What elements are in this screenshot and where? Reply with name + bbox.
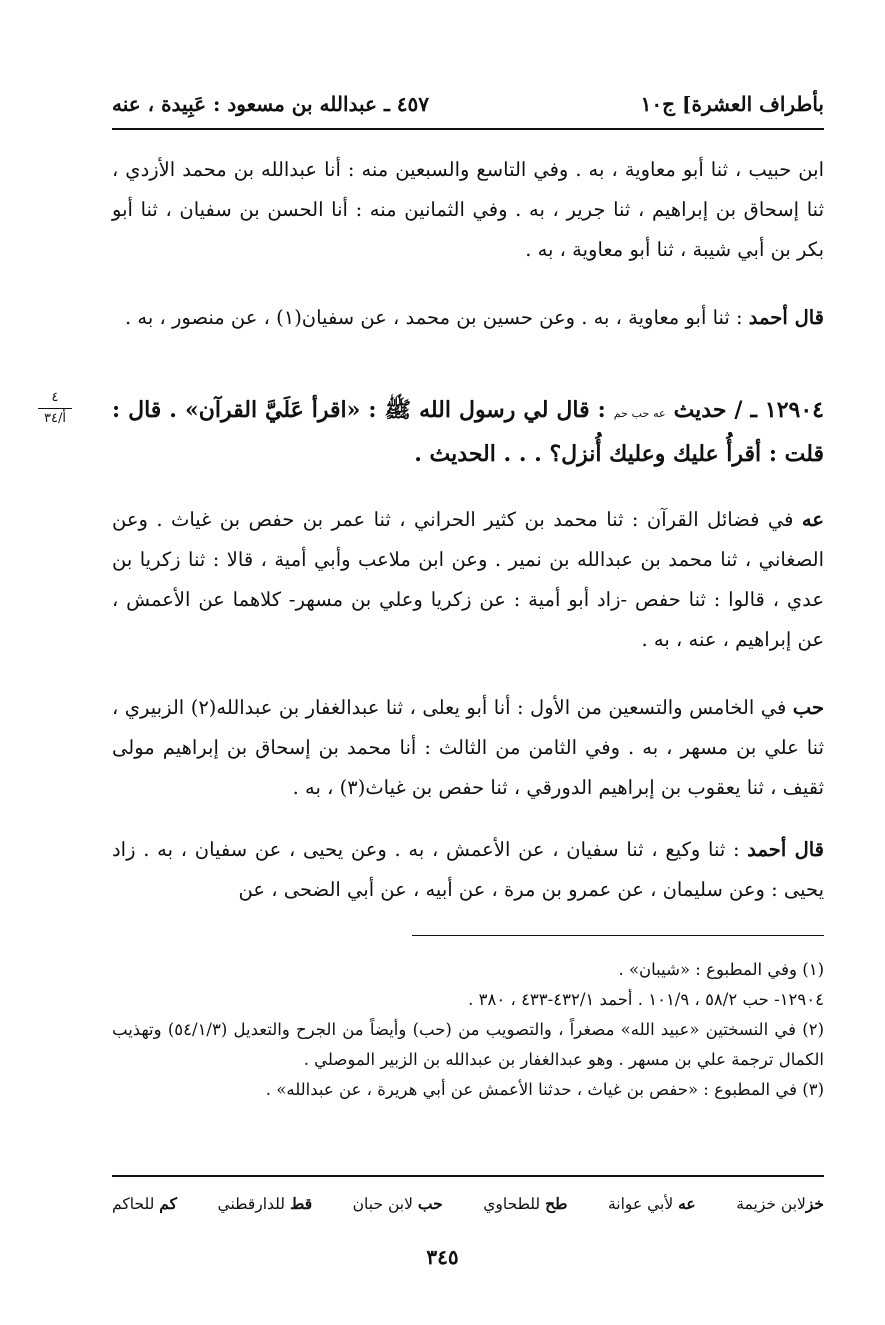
footnote-3: (٣) في المطبوع : «حفص بن غياث ، حدثنا الأعمش عن أبي هريرة ، عن عبدالله» . xyxy=(265,1080,824,1099)
hadith-source-abbr: عه حب حم xyxy=(613,407,666,420)
running-header xyxy=(112,84,824,124)
hadith-text: : قال لي رسول الله ﷺ : «اقرأ عَلَيَّ القرآن» . قال : قلت : أقرأُ عليك وعليك أُنزل؟ . . . الحديث . xyxy=(112,397,824,467)
manuscript-folio-note xyxy=(30,390,80,427)
paragraph-5-lead: قال أحمد xyxy=(747,838,825,861)
paragraph-1-text: ابن حبيب ، ثنا أبو معاوية ، به . وفي التاسع والسبعين منه : أنا عبدالله بن محمد الأزدي ، ثنا إسحاق بن إبراهيم ، ثنا جرير ، به . وفي الثمانين منه : أنا الحسن بن سفيان ، ثنا أبو بكر بن أبي شيبة ، ثنا أبو معاوية ، به . xyxy=(112,158,824,261)
paragraph-3 xyxy=(112,500,824,660)
paragraph-5 xyxy=(112,830,824,910)
abbreviation-legend xyxy=(112,1188,824,1218)
book-title: بأطراف العشرة] ج١٠ xyxy=(640,92,824,116)
footnote-2: (٢) في النسختين «عبيد الله» مصغراً ، والتصويب من (حب) وأيضاً من الجرح والتعديل (٥٤/١/٣) وتهذيب الكمال ترجمة علي بن مسهر . وهو عبدالغفار بن عبدالله بن الزبير الموصلي . xyxy=(112,1020,824,1069)
abbr-item: خزلابن خزيمة xyxy=(736,1193,824,1213)
paragraph-4-lead: حب xyxy=(792,696,824,719)
paragraph-5-text: : ثنا وكيع ، ثنا سفيان ، عن الأعمش ، به . وعن يحيى ، عن سفيان ، به . زاد يحيى : وعن سليمان ، عن عمرو بن مرة ، عن أبيه ، عن أبي الضحى ، عن xyxy=(112,838,824,901)
paragraph-4-text: في الخامس والتسعين من الأول : أنا أبو يعلى ، ثنا عبدالغفار بن عبدالله(٢) الزبيري ، ثنا علي بن مسهر ، به . وفي الثامن من الثالث : أنا محمد بن إسحاق بن إبراهيم مولى ثقيف ، ثنا يعقوب بن إبراهيم الدورقي ، ثنا حفص بن غياث(٣) ، به . xyxy=(112,696,824,799)
footnote-1: (١) وفي المطبوع : «شيبان» . xyxy=(618,960,824,979)
footnote-refs: ١٢٩٠٤- حب ٥٨/٢ ، ١٠١/٩ . أحمد ٤٣٢/١-٤٣٣ ، ٣٨٠ . xyxy=(468,990,824,1009)
folio-top: ٤ xyxy=(51,390,59,405)
hadith-number: ١٢٩٠٤ ـ / حديث xyxy=(673,397,824,423)
paragraph-2 xyxy=(112,298,824,338)
abbr-item: كم للحاكم xyxy=(112,1193,177,1213)
header-rule xyxy=(112,128,824,130)
folio-divider xyxy=(38,408,72,409)
abbr-item: قط للدارقطني xyxy=(217,1193,313,1213)
paragraph-3-text: في فضائل القرآن : ثنا محمد بن كثير الحراني ، ثنا عمر بن حفص بن غياث . وعن الصغاني ، ثنا محمد بن عبدالله بن نمير . وعن ابن ملاعب وأبي أمية ، قالا : ثنا زكريا بن عدي ، قالوا : ثنا حفص -زاد أبو أمية : عن زكريا وعلي بن مسهر- كلاهما عن الأعمش ، عن إبراهيم ، عنه ، به . xyxy=(112,508,824,651)
footnotes xyxy=(112,955,824,1105)
paragraph-2-text: : ثنا أبو معاوية ، به . وعن حسين بن محمد ، عن سفيان(١) ، عن منصور ، به . xyxy=(125,306,749,329)
abbr-item: حب لابن حبان xyxy=(352,1193,443,1213)
paragraph-2-lead: قال أحمد xyxy=(748,306,824,329)
abbr-item: طح للطحاوي xyxy=(483,1193,568,1213)
footnote-rule xyxy=(412,935,824,936)
paragraph-1 xyxy=(112,150,824,270)
abbreviation-rule xyxy=(112,1175,824,1177)
hadith-heading xyxy=(112,390,824,474)
page-number: ٣٤٥ xyxy=(426,1245,459,1269)
abbr-item: عه لأبي عوانة xyxy=(608,1193,696,1213)
section-title: ٤٥٧ ـ عبدالله بن مسعود : عَبِيدة ، عنه xyxy=(112,92,429,116)
folio-bottom: أ/٣٤ xyxy=(44,411,66,426)
paragraph-4 xyxy=(112,688,824,808)
paragraph-3-lead: عه xyxy=(801,508,824,531)
